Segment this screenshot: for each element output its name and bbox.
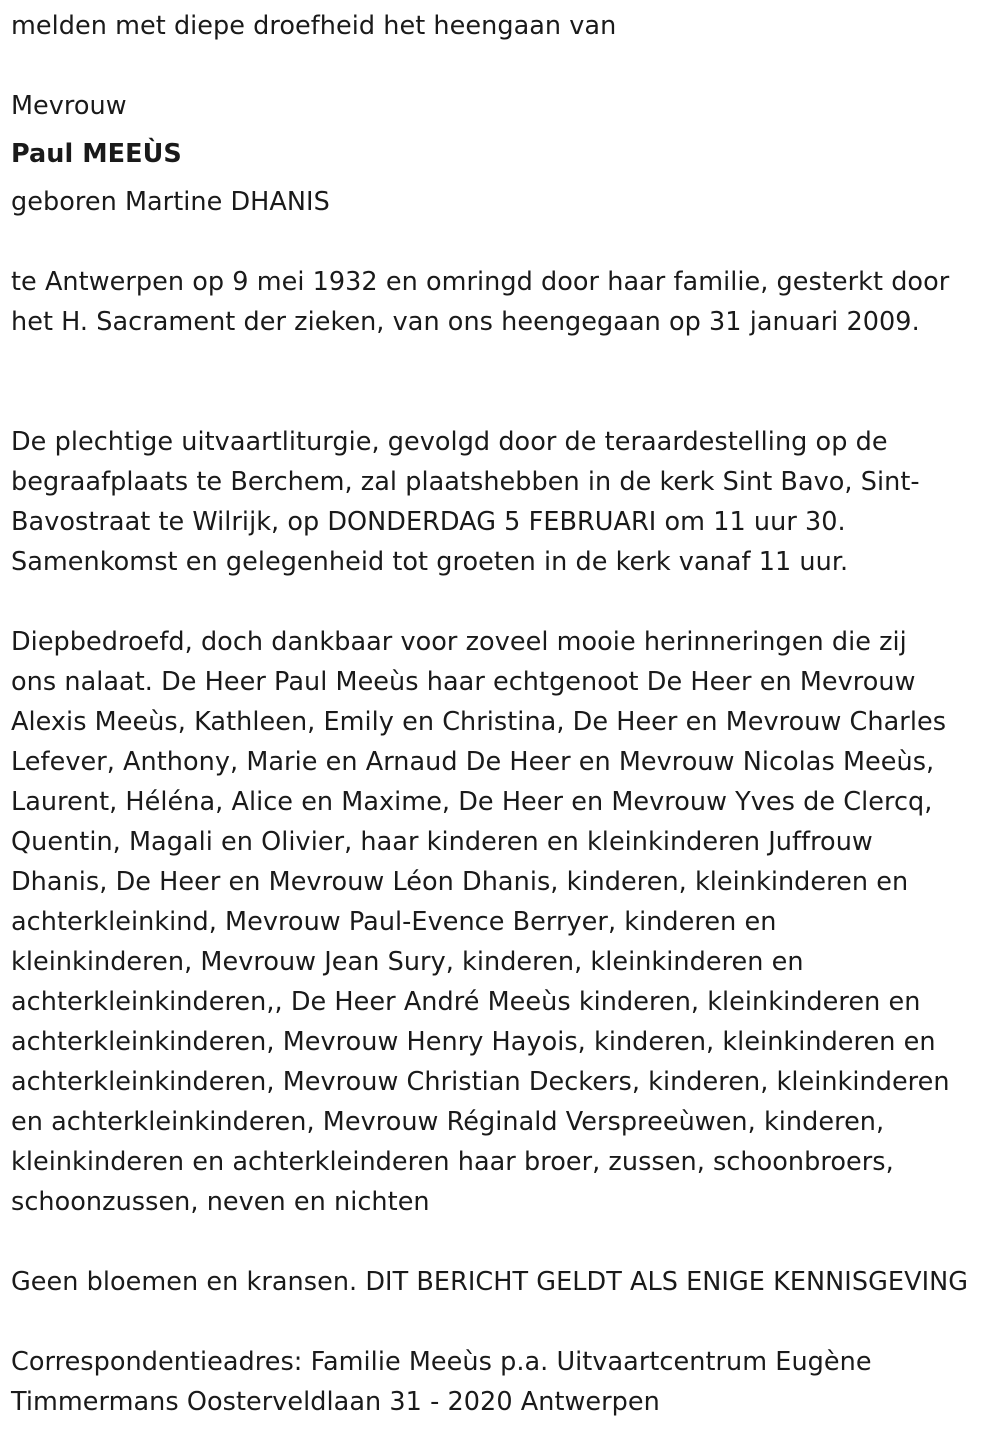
family-line: Alexis Meeùs, Kathleen, Emily en Christina, De Heer en Mevrouw Charles: [11, 707, 947, 737]
family-line: schoonzussen, neven en nichten: [11, 1187, 430, 1217]
family-line: Laurent, Héléna, Alice en Maxime, De Heer en Mevrouw Yves de Clercq,: [11, 787, 933, 817]
correspondence-line: Timmermans Oosterveldlaan 31 - 2020 Antwerpen: [11, 1387, 660, 1417]
deceased-birth-name: geboren Martine DHANIS: [11, 187, 330, 217]
death-notice-paragraph: te Antwerpen op 9 mei 1932 en omringd door haar familie, gesterkt door het H. Sacrament der zieken, van ons heengegaan op 31 januari 2009.: [11, 267, 950, 337]
deceased-name: Paul MEEÙS: [11, 139, 182, 169]
family-line: kleinkinderen en achterkleinderen haar broer, zussen, schoonbroers,: [11, 1147, 894, 1177]
family-line: Quentin, Magali en Olivier, haar kinderen en kleinkinderen Juffrouw: [11, 827, 873, 857]
family-line: achterkleinkinderen,, De Heer André Meeùs kinderen, kleinkinderen en: [11, 987, 921, 1017]
intro-text: melden met diepe droefheid het heengaan van: [11, 11, 617, 41]
family-line: Dhanis, De Heer en Mevrouw Léon Dhanis, kinderen, kleinkinderen en: [11, 867, 909, 897]
family-line: achterkleinkinderen, Mevrouw Henry Hayois, kinderen, kleinkinderen en: [11, 1027, 936, 1057]
family-line: achterkleinkind, Mevrouw Paul-Evence Berryer, kinderen en: [11, 907, 777, 937]
correspondence-address: [11, 1342, 996, 1422]
family-line: Diepbedroefd, doch dankbaar voor zoveel mooie herinneringen die zij: [11, 627, 907, 657]
family-line: en achterkleinkinderen, Mevrouw Réginald Verspreeùwen, kinderen,: [11, 1107, 885, 1137]
funeral-paragraph: De plechtige uitvaartliturgie, gevolgd door de teraardestelling op de begraafplaats te Berchem, zal plaatshebben in de kerk Sint Bavo, Sint-Bavostraat te Wilrijk, op DONDERDAG 5 FEBRUARI om 11 uur 30. Samenkomst en gelegenheid tot groeten in de kerk vanaf 11 uur.: [11, 427, 920, 577]
notice-text: Geen bloemen en kransen. DIT BERICHT GELDT ALS ENIGE KENNISGEVING: [11, 1267, 969, 1297]
family-paragraph: [11, 622, 996, 1222]
correspondence-line: Correspondentieadres: Familie Meeùs p.a. Uitvaartcentrum Eugène: [11, 1347, 872, 1377]
deceased-title: Mevrouw: [11, 91, 127, 121]
family-line: achterkleinkinderen, Mevrouw Christian Deckers, kinderen, kleinkinderen: [11, 1067, 950, 1097]
family-line: kleinkinderen, Mevrouw Jean Sury, kinderen, kleinkinderen en: [11, 947, 804, 977]
family-line: Lefever, Anthony, Marie en Arnaud De Heer en Mevrouw Nicolas Meeùs,: [11, 747, 935, 777]
family-line: ons nalaat. De Heer Paul Meeùs haar echtgenoot De Heer en Mevrouw: [11, 667, 916, 697]
